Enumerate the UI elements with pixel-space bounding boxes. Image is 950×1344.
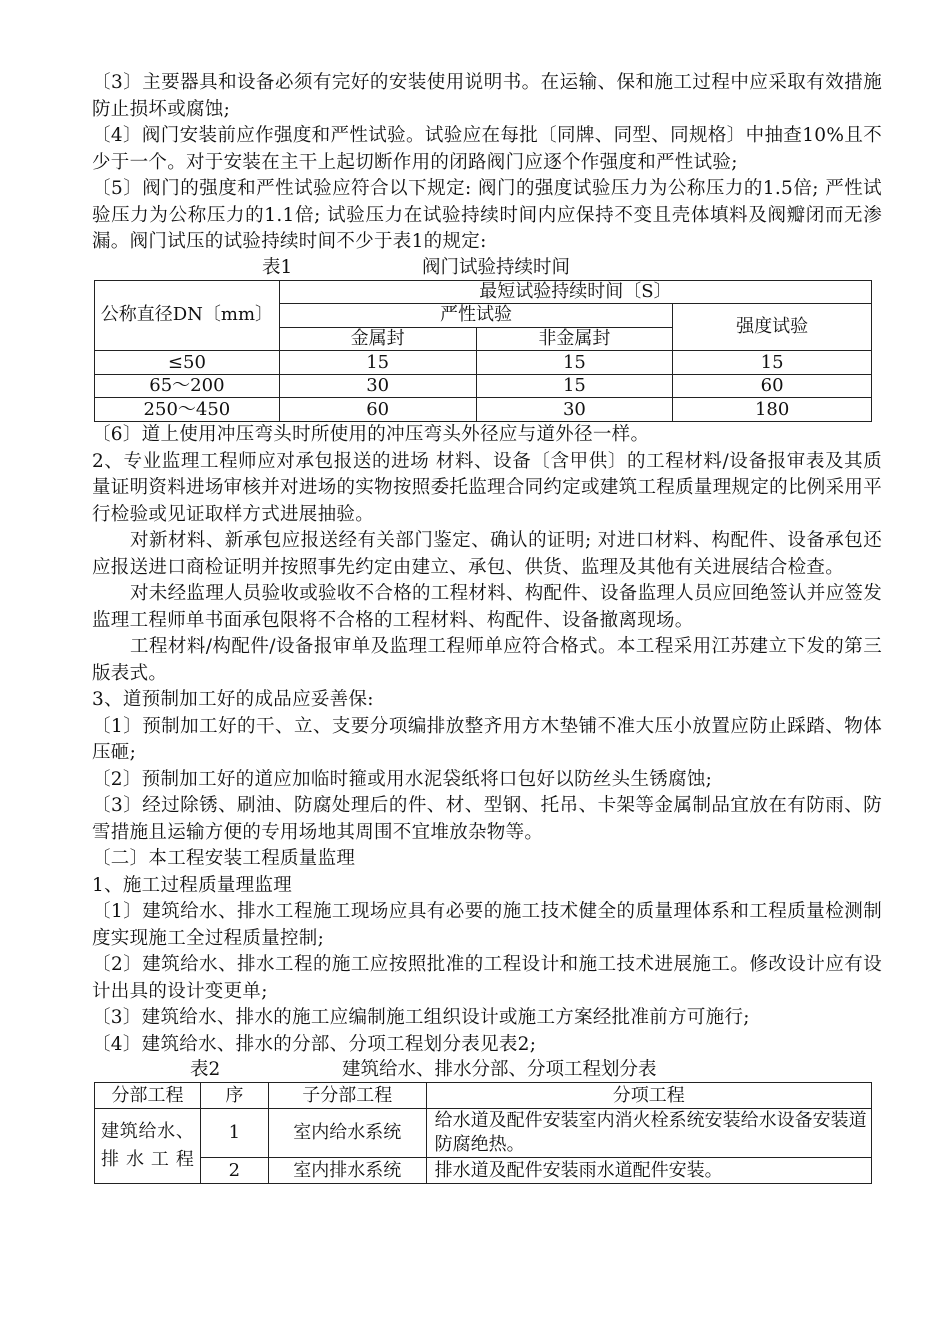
paragraph: 对新材料、新承包应报送经有关部门鉴定、确认的证明; 对进口材料、构配件、设备承包还应报送进口商检证明并按照事先约定由建立、承包、供货、监理及其他有关进展结合检查。 (92, 530, 882, 578)
cell-division: 建筑给水、排水工程 (95, 1109, 201, 1184)
paragraphs-intro (92, 70, 882, 256)
header-tightness-test: 严性试验 (279, 304, 672, 328)
paragraph: 〔4〕建筑给水、排水的分部、分项工程划分表见表2; (92, 1033, 537, 1055)
cell-subdivision: 室内排水系统 (268, 1158, 426, 1184)
table-row (95, 398, 872, 422)
cell-dn: ≤50 (95, 351, 280, 375)
table-row (95, 1158, 872, 1184)
cell-nonmetal: 15 (476, 374, 673, 398)
paragraph: 〔6〕道上使用冲压弯头时所使用的冲压弯头外径应与道外径一样。 (92, 424, 650, 446)
paragraph: 〔1〕预制加工好的干、立、支要分项编排放整齐用方木垫铺不准大压小放置应防止踩踏、物体压砸; (92, 715, 882, 764)
paragraph: 〔3〕主要器具和设备必须有完好的安装使用说明书。在运输、保和施工过程中应采取有效措施防止损坏或腐蚀; (92, 72, 882, 120)
paragraph: 3、道预制加工好的成品应妥善保: (92, 689, 374, 711)
cell-metal: 30 (279, 374, 476, 398)
paragraph: 〔2〕预制加工好的道应加临时箍或用水泥袋纸将口包好以防丝头生锈腐蚀; (92, 768, 713, 790)
division-table (94, 1082, 872, 1184)
cell-dn: 65～200 (95, 374, 280, 398)
table1-caption (92, 256, 882, 280)
cell-strength: 180 (673, 398, 872, 422)
header-division: 分部工程 (95, 1083, 201, 1109)
cell-strength: 60 (673, 374, 872, 398)
paragraph: 工程材料/构配件/设备报审单及监理工程师单应符合格式。本工程采用江苏建立下发的第三版表式。 (92, 636, 882, 684)
paragraph: 〔3〕建筑给水、排水的施工应编制施工组织设计或施工方案经批准前方可施行; (92, 1007, 750, 1029)
cell-dn: 250～450 (95, 398, 280, 422)
header-metal-seal: 金属封 (279, 327, 476, 351)
table1-title: 阀门试验持续时间 (422, 256, 571, 278)
cell-subdivision: 室内给水系统 (268, 1109, 426, 1158)
table1-number: 表1 (262, 256, 293, 278)
header-strength-test: 强度试验 (673, 304, 872, 351)
paragraph: 〔1〕建筑给水、排水工程施工现场应具有必要的施工技术健全的质量理体系和工程质量检测制度实现施工全过程质量控制; (92, 901, 882, 949)
cell-seq: 1 (200, 1109, 268, 1158)
header-min-duration: 最短试验持续时间〔S〕 (279, 280, 871, 304)
document-page (92, 70, 882, 1184)
header-seq: 序 (200, 1083, 268, 1109)
table2-number: 表2 (190, 1059, 221, 1081)
paragraphs-body (92, 422, 882, 1058)
valve-test-duration-table (94, 280, 872, 423)
paragraph: 〔3〕经过除锈、刷油、防腐处理后的件、材、型钢、托吊、卡架等金属制品宜放在有防雨、防雪措施且运输方便的专用场地其周围不宜堆放杂物等。 (92, 795, 882, 843)
paragraph: 对未经监理人员验收或验收不合格的工程材料、构配件、设备监理人员应回绝签认并应签发监理工程师单书面承包限将不合格的工程材料、构配件、设备撤离现场。 (92, 583, 883, 631)
cell-seq: 2 (200, 1158, 268, 1184)
cell-item: 排水道及配件安装雨水道配件安装。 (426, 1158, 871, 1184)
subsection-heading: 1、施工过程质量理监理 (92, 874, 293, 896)
table2-caption (92, 1058, 882, 1082)
cell-nonmetal: 15 (476, 351, 673, 375)
paragraph: 2、专业监理工程师应对承包报送的进场 材料、设备〔含甲供〕的工程材料/设备报审表及其质量证明资料进场审核并对进场的实物按照委托监理合同约定或建筑工程质量理规定的比例采用平行检验或见证取样方式进展抽验。 (92, 450, 882, 525)
table-row (95, 374, 872, 398)
header-nonmetal-seal: 非金属封 (476, 327, 673, 351)
cell-strength: 15 (673, 351, 872, 375)
section-heading: 〔二〕本工程安装工程质量监理 (92, 848, 356, 870)
paragraph: 〔4〕阀门安装前应作强度和严性试验。试验应在每批〔同牌、同型、同规格〕中抽查10%且不少于一个。对于安装在主干上起切断作用的闭路阀门应逐个作强度和严性试验; (92, 125, 882, 173)
header-subdivision: 子分部工程 (268, 1083, 426, 1109)
paragraph: 〔5〕阀门的强度和严性试验应符合以下规定: 阀门的强度试验压力为公称压力的1.5倍; 严性试验压力为公称压力的1.1倍; 试验压力在试验持续时间内应保持不变且壳体填料及阀瓣闭而无渗漏。阀门试压的试验持续时间不少于表1的规定: (92, 178, 882, 252)
table-row (95, 351, 872, 375)
cell-metal: 60 (279, 398, 476, 422)
table-row (95, 1109, 872, 1158)
cell-nonmetal: 30 (476, 398, 673, 422)
cell-metal: 15 (279, 351, 476, 375)
header-nominal-diameter: 公称直径DN〔mm〕 (95, 280, 280, 351)
table2-title: 建筑给水、排水分部、分项工程划分表 (342, 1059, 657, 1081)
header-item: 分项工程 (426, 1083, 871, 1109)
paragraph: 〔2〕建筑给水、排水工程的施工应按照批准的工程设计和施工技术进展施工。修改设计应有设计出具的设计变更单; (92, 954, 882, 1002)
cell-item: 给水道及配件安装室内消火栓系统安装给水设备安装道防腐绝热。 (426, 1109, 871, 1158)
